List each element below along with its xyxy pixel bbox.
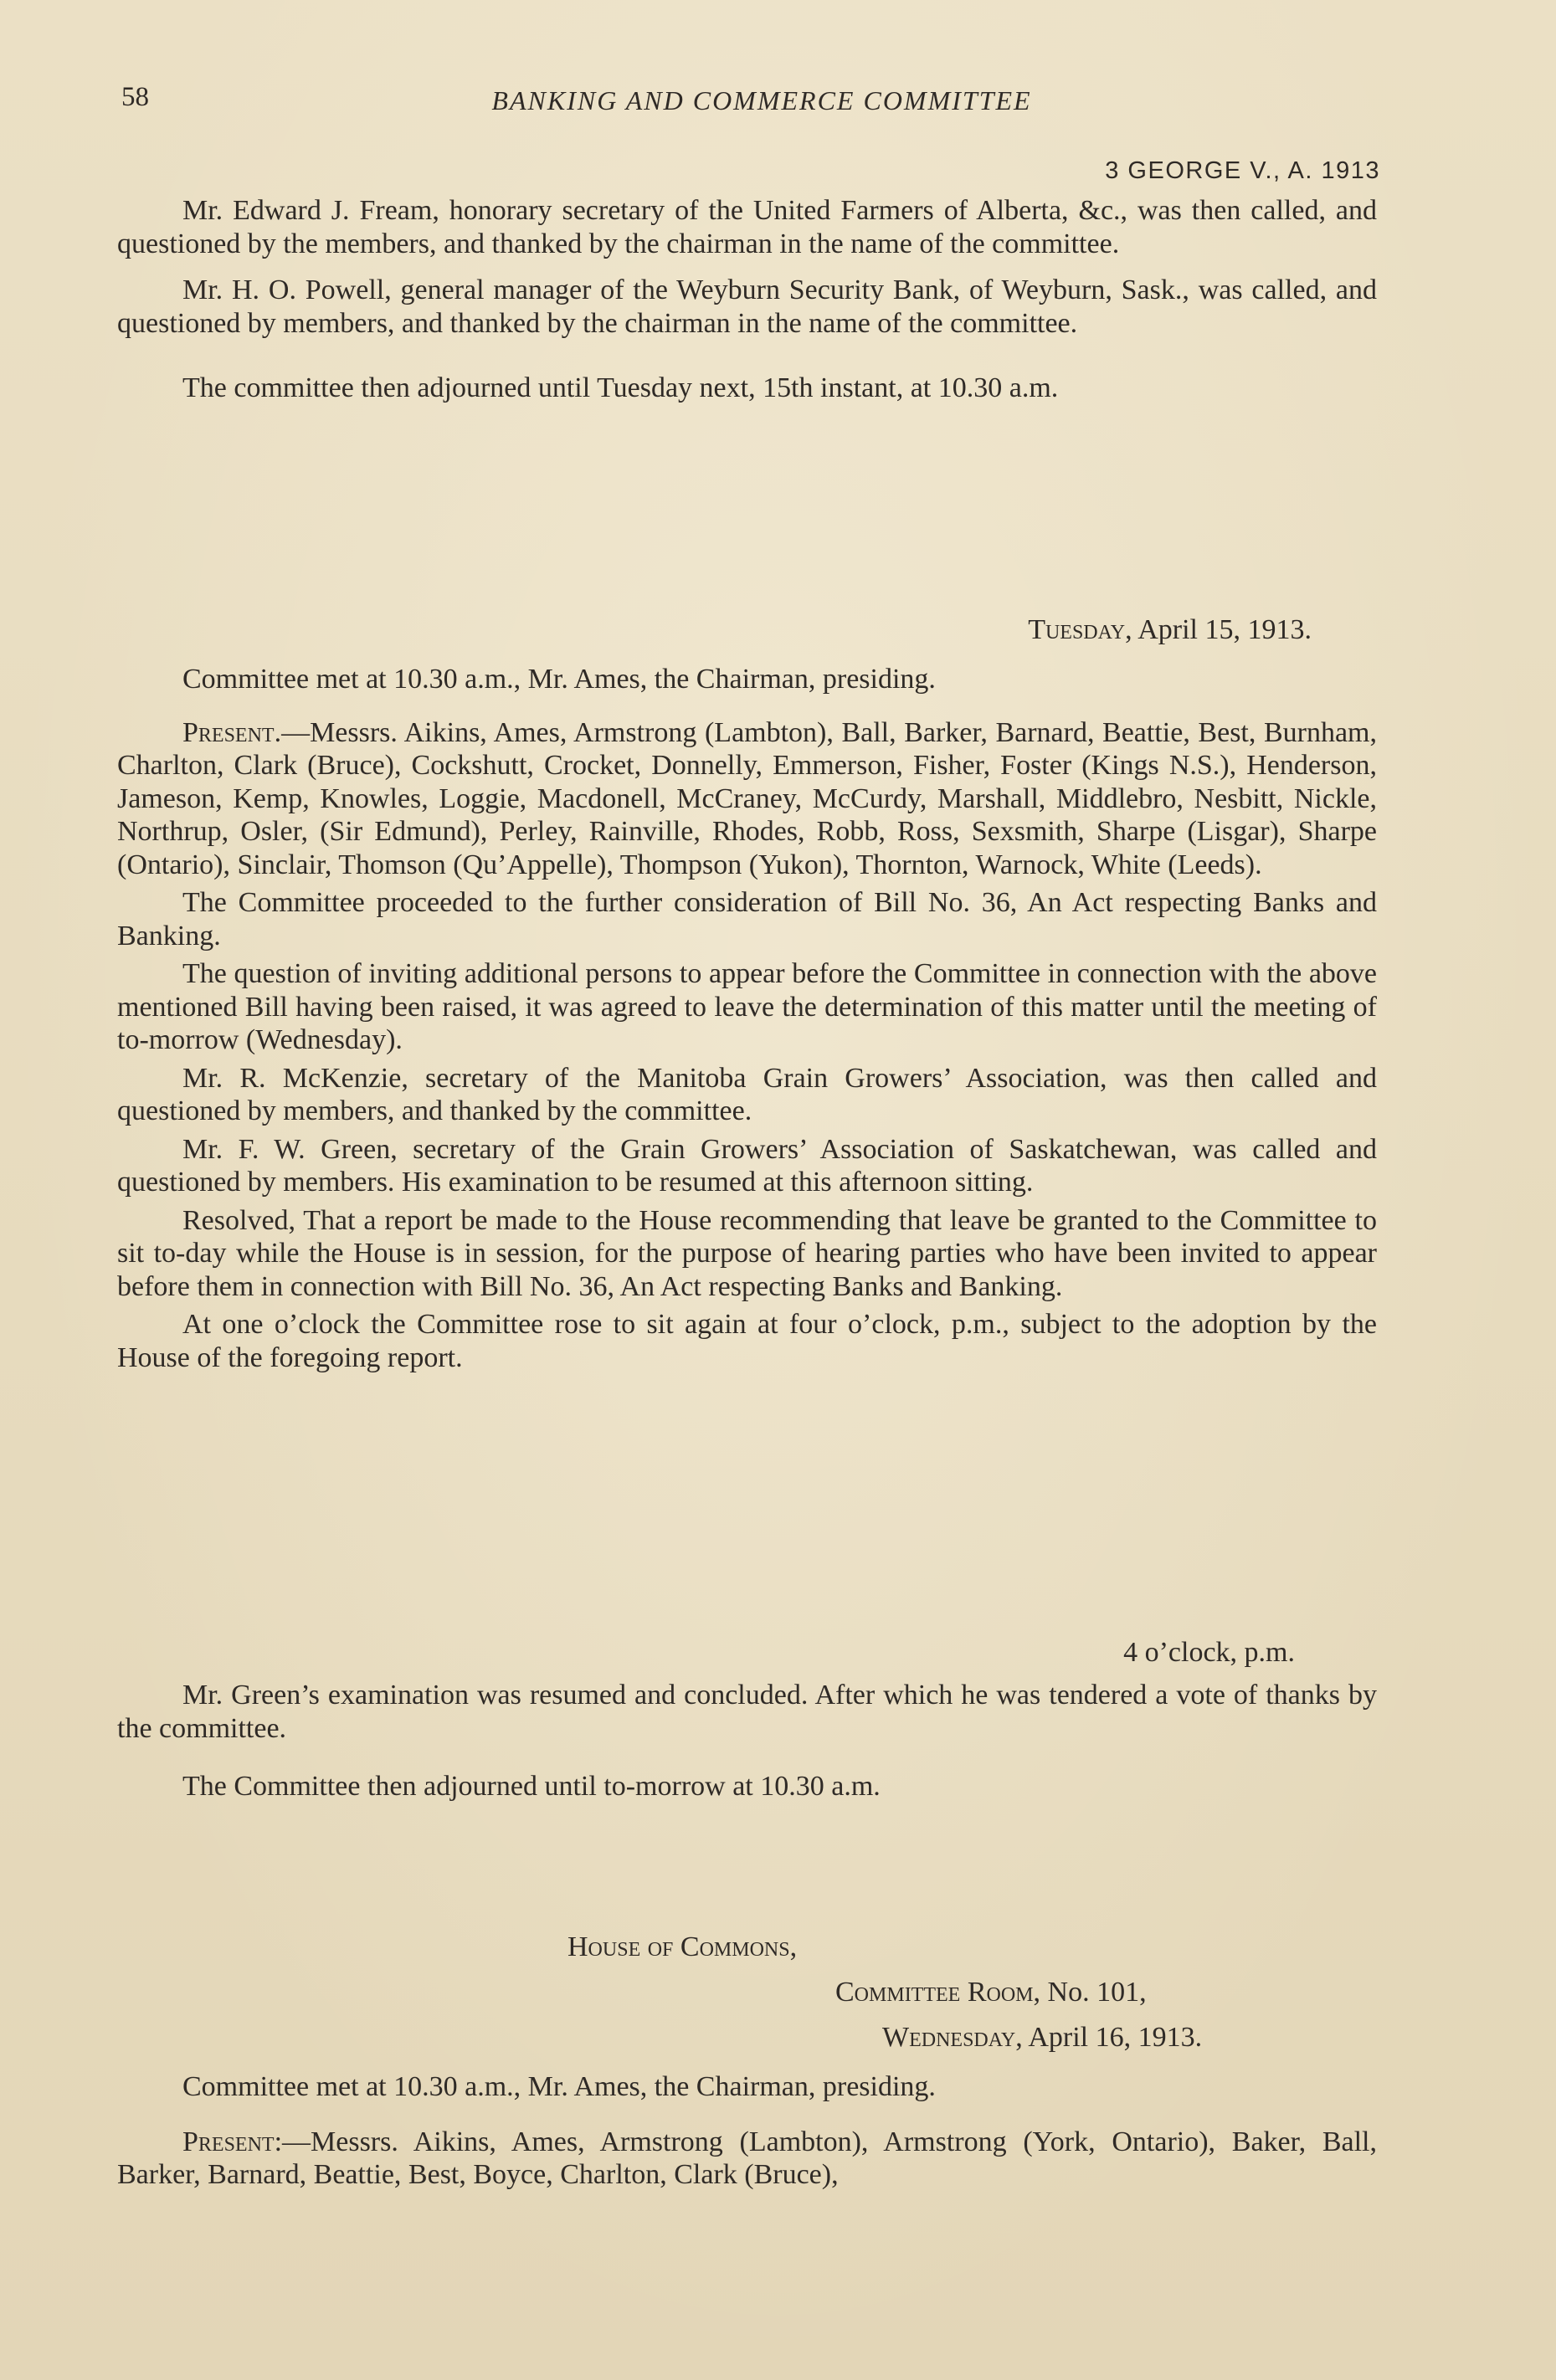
address-room [835, 1977, 1147, 2008]
afternoon-minutes [117, 1679, 1377, 1803]
present-label: Present [182, 2126, 275, 2157]
session-tag: 3 GEORGE V., A. 1913 [1105, 157, 1380, 184]
meeting-minutes-april-15 [117, 663, 1377, 1374]
paragraph: Mr. Edward J. Fream, honorary secretary of the United Farmers of Alberta, &c., was then called, and questioned by the members, and thanked by the chairman in the name of the committee. [117, 195, 1377, 259]
present-label: Present. [182, 716, 282, 748]
paragraph: Mr. F. W. Green, secretary of the Grain Growers’ Association of Saskatchewan, was called and questioned by members. His examination to be resumed at this afternoon sitting. [117, 1133, 1377, 1198]
afternoon-time: 4 o’clock, p.m. [1123, 1637, 1295, 1668]
meeting-day: Wednesday, [882, 2022, 1023, 2053]
page-number: 58 [121, 82, 149, 112]
meeting-date-rest: April 15, 1913. [1132, 614, 1312, 645]
paragraph: The Committee then adjourned until to-morrow at 10.30 a.m. [182, 1771, 881, 1802]
paragraph: The question of inviting additional persons to appear before the Committee in connection with the above mentioned Bill having been raised, it was agreed to leave the determination of this matter until the meeting of to-morrow (Wednesday). [117, 958, 1377, 1055]
page-header [121, 82, 1402, 132]
paragraph: At one o’clock the Committee rose to sit again at four o’clock, p.m., subject to the adoption by the House of the foregoing report. [117, 1309, 1377, 1373]
meeting-date-rest: April 16, 1913. [1022, 2022, 1203, 2053]
address-house: House of Commons, [567, 1931, 798, 1962]
present-paragraph [117, 2126, 1377, 2192]
meeting-date [1028, 614, 1312, 646]
paragraph: Mr. R. McKenzie, secretary of the Manitoba Grain Growers’ Association, was then called and questioned by members, and thanked by the committee. [117, 1062, 1377, 1126]
room-number: No. 101, [1040, 1977, 1147, 2008]
paragraph: Mr. H. O. Powell, general manager of the Weyburn Security Bank, of Weyburn, Sask., was called, and questioned by members, and thanked by the chairman in the name of the committee. [117, 274, 1377, 339]
meeting-minutes-april-16 [117, 2070, 1377, 2192]
paragraph: The Committee proceeded to the further consideration of Bill No. 36, An Act respecting Banks and Banking. [117, 887, 1377, 951]
present-list: :—Messrs. Aikins, Ames, Armstrong (Lambton), Armstrong (York, Ontario), Baker, Ball, Barker, Barnard, Beattie, Best, Boyce, Charlton, Clark (Bruce), [117, 2126, 1377, 2190]
meeting-date-april-16 [882, 2022, 1202, 2054]
present-paragraph [117, 716, 1377, 882]
paragraph: Resolved, That a report be made to the House recommending that leave be granted to the Committee to sit to-day while the House is in session, for the purpose of hearing parties who have been invited to appear before them in connection with Bill No. 36, An Act respecting Banks and Banking. [117, 1204, 1377, 1302]
paragraph: The committee then adjourned until Tuesday next, 15th instant, at 10.30 a.m. [182, 372, 1059, 403]
paragraph: Committee met at 10.30 a.m., Mr. Ames, the Chairman, presiding. [182, 2071, 936, 2102]
section-continuation [117, 194, 1377, 405]
running-title: BANKING AND COMMERCE COMMITTEE [491, 85, 1032, 115]
paragraph: Mr. Green’s examination was resumed and concluded. After which he was tendered a vote of thanks by the committee. [117, 1680, 1377, 1744]
room-label: Committee Room, [835, 1977, 1041, 2008]
meeting-day: Tuesday, [1028, 614, 1132, 645]
paragraph: Committee met at 10.30 a.m., Mr. Ames, the Chairman, presiding. [182, 664, 936, 695]
present-list: —Messrs. Aikins, Ames, Armstrong (Lambton), Ball, Barker, Barnard, Beattie, Best, Burnham, Charlton, Clark (Bruce), Cockshutt, Crocket, Donnelly, Emmerson, Fisher, Foster (Kings N.S.), Henderson, Jameson, Kemp, Knowles, Loggie, Macdonell, McCraney, McCurdy, Marshall, Middlebro, Nesbitt, Nickle, Northrup, Osler, (Sir Edmund), Perley, Rainville, Rhodes, Robb, Ross, Sexsmith, Sharpe (Lisgar), Sharpe (Ontario), Sinclair, Thomson (Qu’Appelle), Thompson (Yukon), Thornton, Warnock, White (Leeds). [117, 716, 1377, 880]
